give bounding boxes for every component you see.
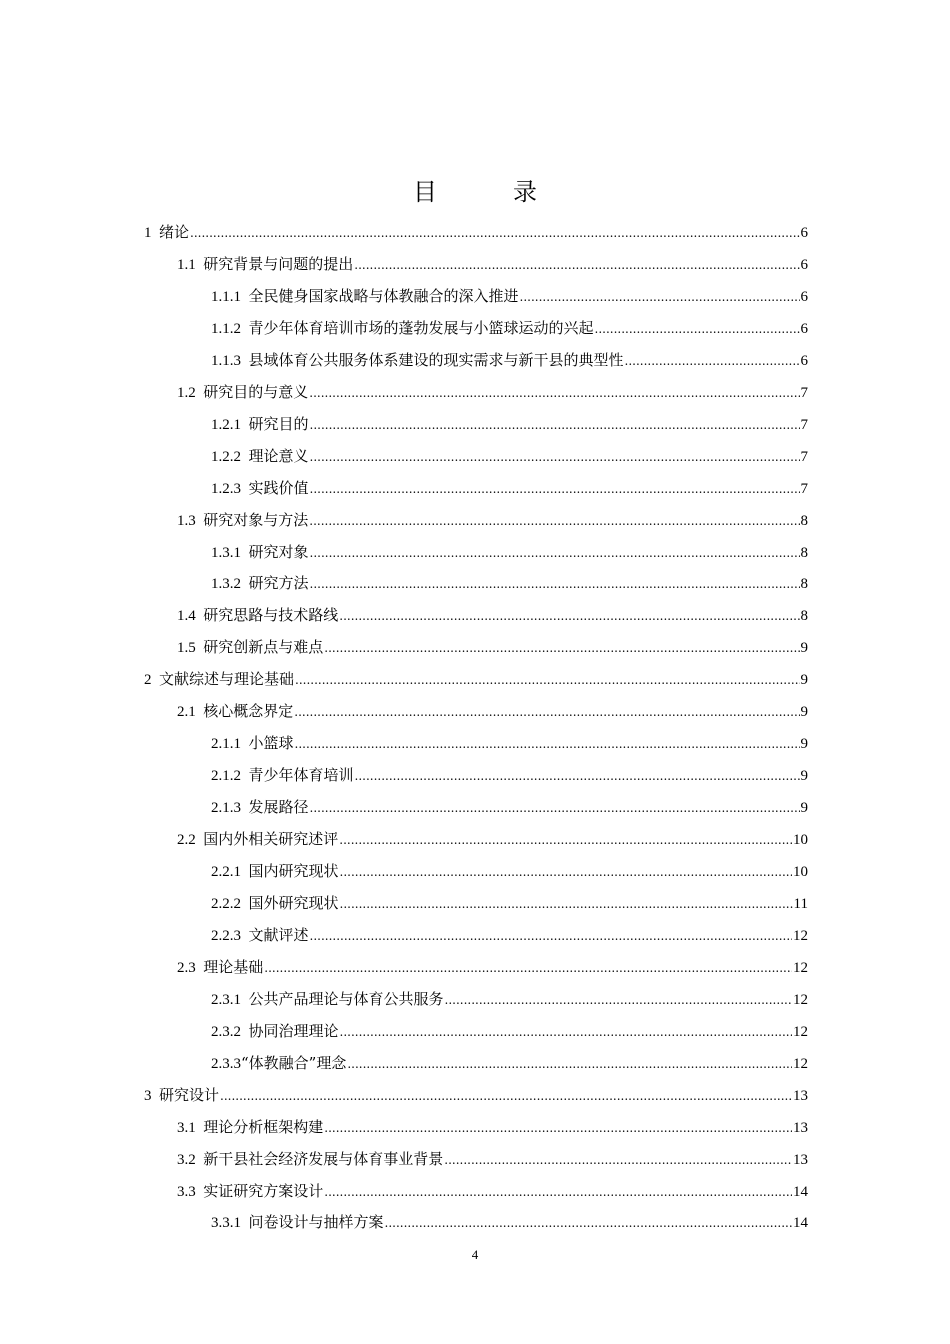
toc-entry[interactable] [177,631,808,663]
toc-entry-title: 发展路径 [248,798,309,817]
toc-entry-page: 7 [800,448,808,465]
toc-entry-title: 实证研究方案设计 [203,1181,324,1200]
toc-entry[interactable] [211,1015,808,1047]
toc-dot-leader [339,823,792,856]
toc-entry-title: 问卷设计与抽样方案 [248,1213,384,1232]
toc-entry[interactable] [211,759,808,791]
toc-entry[interactable] [211,344,808,376]
toc-entry-title: 国内外相关研究述评 [203,830,339,849]
toc-dot-leader [340,887,793,920]
toc-entry-number: 1.3.2 [211,576,241,593]
toc-entry-title: 新干县社会经济发展与体育事业背景 [203,1149,444,1168]
toc-title: 目 录 [413,178,563,206]
toc-entry-page: 9 [800,640,808,657]
toc-entry-title: 青少年体育培训 [248,766,354,785]
toc-entry-title: 全民健身国家战略与体教融合的深入推进 [248,286,519,305]
toc-dot-leader [385,1206,792,1239]
toc-entry-title: 研究背景与问题的提出 [203,254,354,273]
toc-entry-page: 8 [800,512,808,529]
toc-entry[interactable] [177,951,808,983]
toc-dot-leader [354,248,799,281]
toc-entry-title: 绪论 [159,223,190,241]
toc-dot-leader [595,312,800,345]
toc-entry[interactable] [211,280,808,312]
toc-entry-title: 文献综述与理论基础 [159,670,295,689]
toc-entry-page: 6 [800,225,808,241]
toc-entry[interactable] [211,727,808,759]
toc-dot-leader [264,951,792,984]
toc-dot-leader [625,344,800,377]
toc-entry-number: 2 [144,672,152,689]
toc-entry-title: 小篮球 [248,734,294,753]
toc-entry-number: 2.2.3 [211,927,241,944]
toc-entry-title: 研究目的 [248,414,309,433]
toc-entry-page: 14 [793,1183,808,1200]
toc-entry-number: 2.3.1 [211,991,241,1008]
toc-entry-page: 10 [793,864,808,880]
toc-entry-number: 1.2.1 [211,416,241,433]
toc-entry-page: 9 [800,672,808,689]
toc-entry-number: 3 [144,1087,152,1104]
toc-entry-title: 核心概念界定 [203,702,294,721]
toc-entry-number: 1.2.2 [211,448,241,465]
toc-entry-page: 12 [793,959,808,976]
toc-entry-title: 研究设计 [159,1085,220,1104]
toc-dot-leader [324,1111,792,1144]
toc-entry-title: 青少年体育培训市场的蓬勃发展与小篮球运动的兴起 [248,318,594,337]
toc-entry[interactable] [177,1143,808,1175]
toc-entry[interactable] [211,855,808,887]
toc-entry[interactable] [211,536,808,568]
toc-entry-title: 理论意义 [248,446,309,465]
toc-entry[interactable] [177,376,808,408]
toc-entry-number: 2.3.2 [211,1023,241,1040]
toc-dot-leader [340,1015,792,1048]
toc-entry-number: 2.1.2 [211,768,241,785]
toc-entry[interactable] [211,567,808,599]
toc-dot-leader [355,759,800,792]
toc-entry-title: 研究目的与意义 [203,382,309,401]
toc-entry[interactable] [211,408,808,440]
toc-entry-number: 2.2 [177,832,196,849]
toc-entry[interactable] [177,1111,808,1143]
toc-entry-page: 6 [800,352,808,369]
toc-entry-page: 12 [793,927,808,944]
toc-entry-page: 8 [800,576,808,593]
toc-entry-page: 12 [793,1023,808,1040]
toc-dot-leader [294,695,799,728]
toc-entry[interactable] [144,216,808,248]
toc-entry[interactable] [177,1175,808,1207]
toc-entry-number: 2.2.2 [211,895,241,912]
toc-entry-title: 理论分析框架构建 [203,1117,324,1136]
toc-entry-page: 13 [793,1151,808,1168]
toc-entry-page: 10 [793,832,808,849]
toc-entry-page: 7 [800,416,808,433]
toc-entry[interactable] [211,919,808,951]
toc-dot-leader [310,408,800,441]
toc-entry-number: 1.1 [177,256,196,273]
toc-entry-number: 1.1.2 [211,320,241,337]
toc-dot-leader [310,472,800,505]
toc-entry[interactable] [211,983,808,1015]
toc-dot-leader [310,536,800,569]
toc-dot-leader [295,663,799,696]
toc-dot-leader [310,440,800,473]
toc-dot-leader [339,599,799,632]
toc-entry-page: 13 [793,1119,808,1136]
toc-entry-title: 协同治理理论 [248,1021,339,1040]
toc-entry-number: 1.4 [177,608,196,625]
toc-entry-number: 1.2 [177,384,196,401]
toc-entry-number: 3.3.1 [211,1215,241,1232]
toc-dot-leader [444,1143,792,1176]
toc-entry-number: 1.1.1 [211,288,241,305]
toc-entry-title: 研究对象与方法 [203,510,309,529]
toc-entry-page: 8 [800,608,808,625]
toc-entry-page: 13 [793,1087,808,1104]
toc-entry-page: 12 [793,991,808,1008]
toc-entry-page: 8 [800,544,808,561]
toc-entry-title: 理论基础 [203,957,264,976]
toc-entry-page: 6 [800,320,808,337]
toc-dot-leader [324,631,799,664]
toc-entry-number: 2.1.1 [211,736,241,753]
toc-entry-number: 2.2.1 [211,864,241,880]
toc-entry-number: 1 [144,225,152,241]
toc-entry-title: 国内研究现状 [248,862,339,880]
toc-entry-title: 研究方法 [248,574,309,593]
toc-entry[interactable] [211,887,808,919]
toc-entry-number: 1.5 [177,640,196,657]
toc-entry-number: 3.1 [177,1119,196,1136]
toc-entry-title: 国外研究现状 [248,893,339,912]
toc-entry[interactable] [211,1206,808,1238]
toc-entry[interactable] [211,440,808,472]
toc-entry[interactable] [177,504,808,536]
toc-entry[interactable] [211,791,808,823]
toc-entry-page: 7 [800,480,808,497]
toc-entry-title: 公共产品理论与体育公共服务 [248,989,444,1008]
toc-entry-number: 1.3 [177,512,196,529]
toc-entry-page: 6 [800,288,808,305]
toc-dot-leader [295,727,800,760]
toc-entry[interactable] [211,472,808,504]
toc-entry-page: 7 [800,384,808,401]
toc-entry-title: 研究对象 [248,542,309,561]
toc-entry-number: 2.3 [177,959,196,976]
toc-dot-leader [190,216,799,249]
toc-entry[interactable] [177,599,808,631]
toc-entry-number: 3.3 [177,1183,196,1200]
toc-dot-leader [309,376,799,409]
toc-dot-leader [445,983,792,1016]
toc-entry-title: 研究创新点与难点 [203,638,324,657]
toc-entry-number: 2.3.3 [211,1055,241,1072]
toc-dot-leader [310,791,800,824]
toc-entry-title: 县域体育公共服务体系建设的现实需求与新干县的典型性 [248,350,624,369]
toc-entry[interactable] [177,248,808,280]
toc-entry-number: 1.2.3 [211,480,241,497]
toc-entry[interactable] [144,663,808,695]
page-number: 4 [471,1247,479,1262]
toc-entry[interactable] [144,1079,808,1111]
toc-entry-number: 1.1.3 [211,352,241,369]
toc-entry[interactable] [211,1047,808,1079]
toc-entry-page: 9 [800,704,808,721]
toc-dot-leader [309,504,799,537]
toc-entry-number: 3.2 [177,1151,196,1168]
toc-dot-leader [324,1175,792,1208]
toc-dot-leader [310,919,792,952]
toc-dot-leader [520,280,800,313]
toc-entry-title: 文献评述 [248,925,309,944]
toc-entry-title: 实践价值 [248,478,309,497]
toc-entry-page: 12 [793,1055,808,1072]
toc-dot-leader [220,1079,792,1112]
toc-dot-leader [340,855,792,888]
toc-entry-page: 6 [800,256,808,273]
toc-entry-page: 14 [793,1215,808,1232]
toc-dot-leader [310,567,800,600]
toc-entry-title: 研究思路与技术路线 [203,606,339,625]
toc-entry-number: 1.3.1 [211,544,241,561]
toc-entry-number: 2.1 [177,704,196,721]
toc-entry-page: 11 [793,895,808,912]
toc-entry-page: 9 [800,768,808,785]
toc-entry-title: “体教融合”理念 [241,1053,347,1072]
toc-entry[interactable] [177,823,808,855]
toc-entry[interactable] [211,312,808,344]
toc-entry-page: 9 [800,800,808,817]
toc-entry[interactable] [177,695,808,727]
toc-entry-page: 9 [800,736,808,753]
toc-dot-leader [347,1047,792,1080]
toc-entry-number: 2.1.3 [211,800,241,817]
